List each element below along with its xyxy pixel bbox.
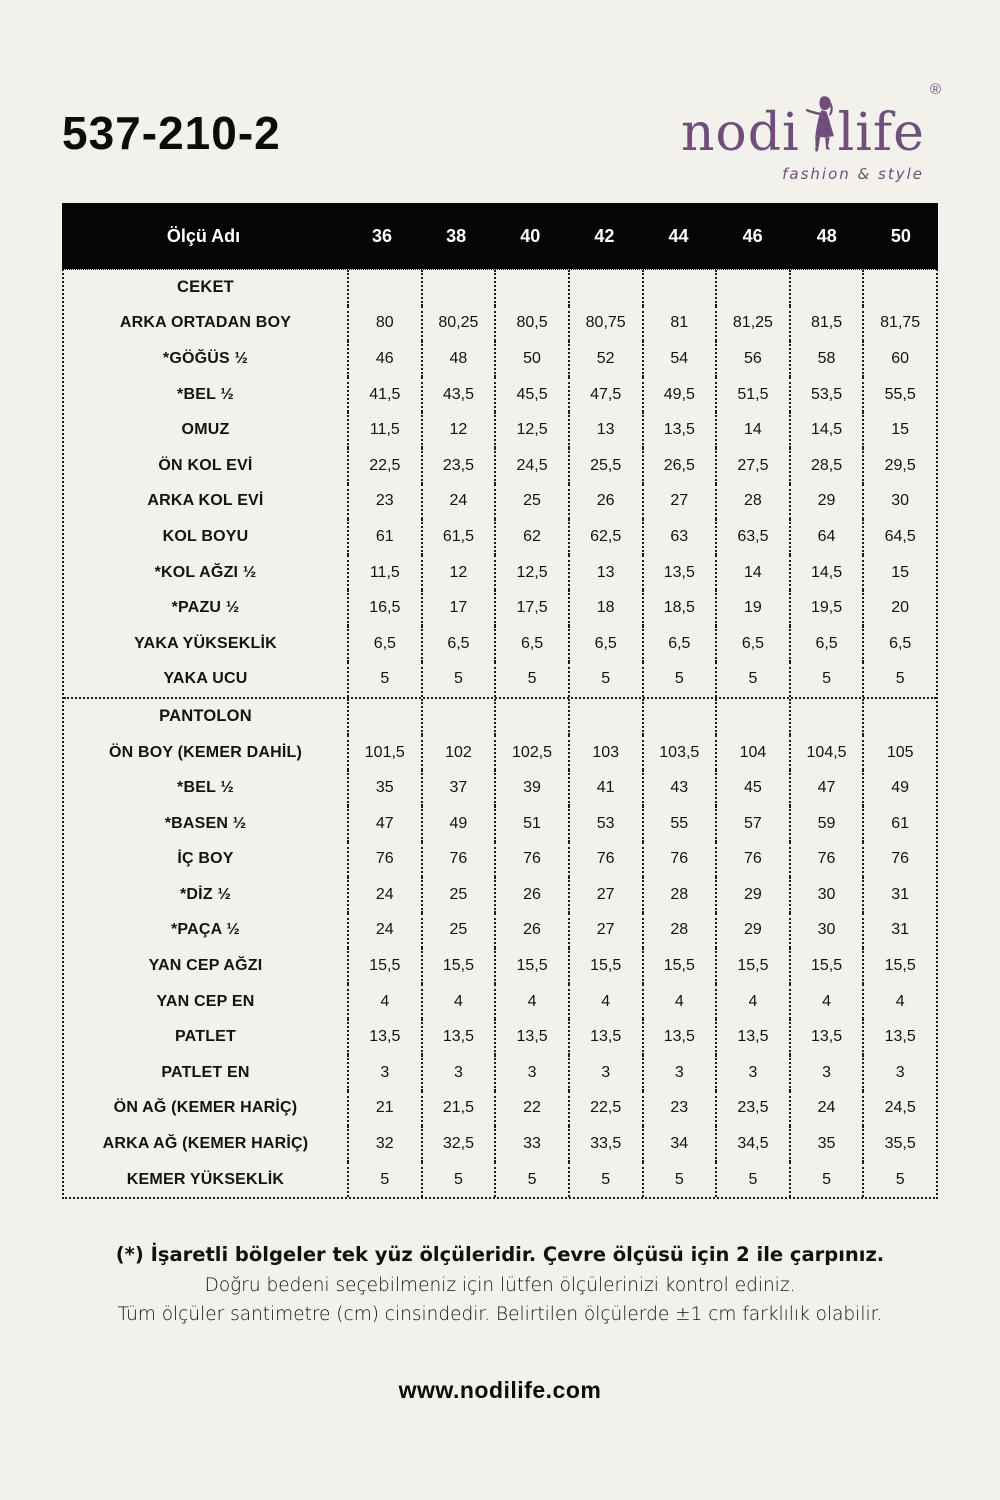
measure-value: 105 — [862, 735, 936, 771]
measure-value: 76 — [642, 842, 716, 878]
measure-value: 45 — [715, 770, 789, 806]
measure-value: 5 — [347, 1162, 421, 1198]
column-header-size-48: 48 — [816, 225, 837, 246]
column-header-measure-name: Ölçü Adı — [166, 225, 241, 246]
measure-value: 51,5 — [715, 377, 789, 413]
measure-value: 3 — [494, 1055, 568, 1091]
measure-value: 3 — [715, 1055, 789, 1091]
measure-value: 33 — [494, 1126, 568, 1162]
measure-value: 4 — [862, 984, 936, 1020]
measure-value: 27 — [642, 484, 716, 520]
measure-value: 13,5 — [347, 1019, 421, 1055]
brand-tagline: fashion & style — [782, 165, 924, 183]
measure-value: 5 — [642, 662, 716, 698]
measure-value: 13,5 — [421, 1019, 495, 1055]
brand-name-part1: nodi — [680, 103, 800, 163]
measure-label: *DİZ ½ — [180, 885, 231, 903]
measure-value: 53,5 — [789, 377, 863, 413]
measure-label: *PAZU ½ — [171, 599, 240, 617]
measure-value: 13,5 — [789, 1019, 863, 1055]
measure-value: 24 — [347, 877, 421, 913]
measure-value: 64 — [789, 519, 863, 555]
measure-value: 12,5 — [494, 412, 568, 448]
section-title-row — [64, 270, 936, 306]
measure-value: 4 — [789, 984, 863, 1020]
measure-value: 76 — [494, 842, 568, 878]
measure-value: 76 — [568, 842, 642, 878]
measure-value: 15,5 — [421, 948, 495, 984]
measure-label: OMUZ — [181, 421, 230, 439]
measure-value: 54 — [642, 341, 716, 377]
measure-value: 15 — [862, 412, 936, 448]
empty-cell — [862, 270, 936, 306]
measure-label: *KOL AĞZI ½ — [154, 563, 257, 581]
measure-value: 61 — [862, 806, 936, 842]
measure-value: 76 — [862, 842, 936, 878]
measure-value: 17 — [421, 590, 495, 626]
measure-value: 6,5 — [568, 626, 642, 662]
measure-value: 25,5 — [568, 448, 642, 484]
measure-value: 35,5 — [862, 1126, 936, 1162]
measure-value: 41 — [568, 770, 642, 806]
measure-value: 3 — [421, 1055, 495, 1091]
measure-label: KEMER YÜKSEKLİK — [126, 1170, 285, 1188]
measure-value: 4 — [421, 984, 495, 1020]
measure-value: 13 — [568, 555, 642, 591]
measure-value: 35 — [347, 770, 421, 806]
measure-value: 5 — [421, 662, 495, 698]
empty-cell — [789, 270, 863, 306]
table-row — [64, 806, 936, 842]
measure-value: 22,5 — [347, 448, 421, 484]
measure-value: 46 — [347, 341, 421, 377]
section-title-row — [64, 699, 936, 735]
measure-value: 12 — [421, 555, 495, 591]
note-cm-tolerance: Tüm ölçüler santimetre (cm) cinsindedir. Belirtilen ölçülerde ±1 cm farklılık olabilir. — [117, 1304, 883, 1326]
measure-value: 49 — [421, 806, 495, 842]
measure-value: 34 — [642, 1126, 716, 1162]
measure-value: 37 — [421, 770, 495, 806]
measure-label: KOL BOYU — [162, 527, 249, 545]
measure-value: 64,5 — [862, 519, 936, 555]
section-title: PANTOLON — [159, 707, 252, 726]
table-row — [64, 877, 936, 913]
measure-value: 104,5 — [789, 735, 863, 771]
measure-label: ÖN BOY (KEMER DAHİL) — [108, 743, 303, 761]
column-header-size-50: 50 — [890, 225, 911, 246]
measure-value: 18 — [568, 590, 642, 626]
measure-value: 61,5 — [421, 519, 495, 555]
measure-value: 103,5 — [642, 735, 716, 771]
measure-value: 26 — [568, 484, 642, 520]
measure-value: 5 — [789, 662, 863, 698]
measure-label: YAKA YÜKSEKLİK — [134, 634, 277, 652]
measure-value: 22,5 — [568, 1091, 642, 1127]
measure-value: 15,5 — [862, 948, 936, 984]
measure-value: 5 — [421, 1162, 495, 1198]
measure-value: 29 — [715, 877, 789, 913]
measure-value: 6,5 — [347, 626, 421, 662]
measure-value: 24 — [421, 484, 495, 520]
table-header-row — [62, 203, 938, 269]
measure-value: 3 — [642, 1055, 716, 1091]
measure-value: 80 — [347, 306, 421, 342]
measure-value: 5 — [494, 1162, 568, 1198]
measure-value: 57 — [715, 806, 789, 842]
measure-value: 23 — [347, 484, 421, 520]
website-url: www.nodilife.com — [398, 1377, 602, 1404]
brand-logo — [680, 81, 941, 183]
measure-label: PATLET EN — [161, 1063, 250, 1081]
column-header-size-46: 46 — [742, 225, 763, 246]
measure-value: 52 — [568, 341, 642, 377]
footer-notes — [0, 1243, 1000, 1325]
measure-value: 103 — [568, 735, 642, 771]
note-asterisk-explanation: (*) İşaretli bölgeler tek yüz ölçüleridir. Çevre ölçüsü için 2 ile çarpınız. — [115, 1243, 885, 1267]
measure-value: 13,5 — [642, 555, 716, 591]
measure-value: 5 — [494, 662, 568, 698]
table-row — [64, 1055, 936, 1091]
measure-label: YAN CEP EN — [156, 992, 255, 1010]
measure-value: 3 — [568, 1055, 642, 1091]
table-row — [64, 1162, 936, 1198]
measure-value: 13,5 — [494, 1019, 568, 1055]
empty-cell — [347, 270, 421, 306]
empty-cell — [347, 699, 421, 735]
column-header-size-40: 40 — [520, 225, 541, 246]
measure-value: 28 — [642, 877, 716, 913]
measure-value: 81,5 — [789, 306, 863, 342]
section-title: CEKET — [177, 278, 234, 297]
measure-value: 15,5 — [715, 948, 789, 984]
measure-value: 60 — [862, 341, 936, 377]
measure-value: 5 — [862, 1162, 936, 1198]
table-row — [64, 1019, 936, 1055]
measure-value: 5 — [347, 662, 421, 698]
measure-value: 6,5 — [421, 626, 495, 662]
measure-value: 81 — [642, 306, 716, 342]
measure-value: 6,5 — [862, 626, 936, 662]
measure-value: 63 — [642, 519, 716, 555]
measure-value: 29 — [715, 913, 789, 949]
empty-cell — [862, 699, 936, 735]
empty-cell — [715, 270, 789, 306]
measure-value: 5 — [642, 1162, 716, 1198]
measure-value: 30 — [789, 913, 863, 949]
size-chart-table — [62, 203, 938, 1199]
measure-value: 14 — [715, 555, 789, 591]
table-row — [64, 519, 936, 555]
measure-value: 43 — [642, 770, 716, 806]
table-row — [64, 984, 936, 1020]
measure-value: 39 — [494, 770, 568, 806]
measure-value: 5 — [715, 662, 789, 698]
measure-value: 3 — [862, 1055, 936, 1091]
measure-value: 50 — [494, 341, 568, 377]
measure-value: 6,5 — [642, 626, 716, 662]
product-code: 537-210-2 — [62, 107, 281, 159]
brand-name-part2: life — [837, 103, 925, 163]
measure-value: 47 — [347, 806, 421, 842]
measure-value: 55 — [642, 806, 716, 842]
measure-value: 15,5 — [568, 948, 642, 984]
measure-label: *BEL ½ — [177, 779, 234, 797]
measure-label: YAN CEP AĞZI — [148, 957, 263, 975]
measure-value: 21 — [347, 1091, 421, 1127]
measure-value: 25 — [421, 913, 495, 949]
measure-value: 23 — [642, 1091, 716, 1127]
measure-value: 76 — [421, 842, 495, 878]
measure-value: 32 — [347, 1126, 421, 1162]
measure-value: 76 — [347, 842, 421, 878]
measure-value: 81,75 — [862, 306, 936, 342]
table-row — [64, 1091, 936, 1127]
measure-value: 49,5 — [642, 377, 716, 413]
measure-value: 62,5 — [568, 519, 642, 555]
measure-value: 47 — [789, 770, 863, 806]
measure-value: 31 — [862, 877, 936, 913]
measure-label: *BEL ½ — [177, 385, 234, 403]
measure-value: 45,5 — [494, 377, 568, 413]
measure-value: 35 — [789, 1126, 863, 1162]
measure-value: 76 — [789, 842, 863, 878]
table-row — [64, 626, 936, 662]
measure-value: 15 — [862, 555, 936, 591]
empty-cell — [642, 699, 716, 735]
measure-value: 34,5 — [715, 1126, 789, 1162]
measure-label: PATLET — [174, 1028, 237, 1046]
measure-value: 81,25 — [715, 306, 789, 342]
measure-value: 26 — [494, 877, 568, 913]
column-header-size-44: 44 — [668, 225, 689, 246]
table-row — [64, 590, 936, 626]
table-row — [64, 306, 936, 342]
measure-value: 56 — [715, 341, 789, 377]
measure-value: 62 — [494, 519, 568, 555]
measure-value: 13 — [568, 412, 642, 448]
table-row — [64, 735, 936, 771]
measure-value: 61 — [347, 519, 421, 555]
table-row — [64, 770, 936, 806]
measure-label: İÇ BOY — [177, 850, 234, 868]
measure-value: 58 — [789, 341, 863, 377]
measure-value: 4 — [642, 984, 716, 1020]
table-row — [64, 555, 936, 591]
measure-value: 15,5 — [347, 948, 421, 984]
measure-value: 11,5 — [347, 412, 421, 448]
measure-value: 19,5 — [789, 590, 863, 626]
measure-value: 27,5 — [715, 448, 789, 484]
measure-value: 27 — [568, 913, 642, 949]
woman-silhouette-icon — [800, 94, 838, 165]
measure-value: 5 — [862, 662, 936, 698]
table-row — [64, 377, 936, 413]
measure-value: 4 — [715, 984, 789, 1020]
measure-value: 23,5 — [421, 448, 495, 484]
measure-value: 32,5 — [421, 1126, 495, 1162]
measure-value: 13,5 — [642, 1019, 716, 1055]
measure-value: 13,5 — [642, 412, 716, 448]
column-header-size-36: 36 — [372, 225, 393, 246]
measure-value: 6,5 — [715, 626, 789, 662]
measure-value: 48 — [421, 341, 495, 377]
table-row — [64, 913, 936, 949]
brand-logotype — [680, 81, 941, 163]
measure-value: 101,5 — [347, 735, 421, 771]
measure-value: 23,5 — [715, 1091, 789, 1127]
measure-value: 24,5 — [494, 448, 568, 484]
table-row — [64, 341, 936, 377]
table-row — [64, 448, 936, 484]
measure-value: 22 — [494, 1091, 568, 1127]
measure-value: 80,5 — [494, 306, 568, 342]
measure-value: 12 — [421, 412, 495, 448]
measure-value: 20 — [862, 590, 936, 626]
measure-value: 4 — [494, 984, 568, 1020]
measure-label: ARKA ORTADAN BOY — [119, 314, 292, 332]
measure-value: 25 — [494, 484, 568, 520]
measure-value: 24 — [789, 1091, 863, 1127]
measure-value: 30 — [789, 877, 863, 913]
table-row — [64, 948, 936, 984]
column-header-size-42: 42 — [594, 225, 615, 246]
measure-value: 80,25 — [421, 306, 495, 342]
measure-value: 5 — [568, 662, 642, 698]
measure-value: 11,5 — [347, 555, 421, 591]
measure-label: *GÖĞÜS ½ — [162, 349, 249, 367]
measure-value: 59 — [789, 806, 863, 842]
measure-value: 13,5 — [715, 1019, 789, 1055]
measure-value: 102,5 — [494, 735, 568, 771]
measure-value: 4 — [568, 984, 642, 1020]
measure-value: 12,5 — [494, 555, 568, 591]
measure-value: 33,5 — [568, 1126, 642, 1162]
measure-value: 4 — [347, 984, 421, 1020]
measure-value: 15,5 — [789, 948, 863, 984]
table-section-pantolon — [64, 697, 936, 1197]
empty-cell — [421, 699, 495, 735]
measure-value: 3 — [789, 1055, 863, 1091]
measure-value: 5 — [715, 1162, 789, 1198]
measure-value: 31 — [862, 913, 936, 949]
measure-value: 3 — [347, 1055, 421, 1091]
empty-cell — [494, 699, 568, 735]
measure-value: 53 — [568, 806, 642, 842]
measure-value: 29 — [789, 484, 863, 520]
measure-value: 80,75 — [568, 306, 642, 342]
measure-value: 28 — [715, 484, 789, 520]
measure-value: 63,5 — [715, 519, 789, 555]
measure-value: 14 — [715, 412, 789, 448]
measure-value: 102 — [421, 735, 495, 771]
measure-value: 43,5 — [421, 377, 495, 413]
measure-value: 28 — [642, 913, 716, 949]
measure-label: YAKA UCU — [163, 670, 248, 688]
table-row — [64, 484, 936, 520]
measure-value: 28,5 — [789, 448, 863, 484]
measure-value: 15,5 — [494, 948, 568, 984]
measure-value: 13,5 — [862, 1019, 936, 1055]
measure-label: *BASEN ½ — [164, 814, 247, 832]
measure-label: ÖN KOL EVİ — [158, 456, 253, 474]
note-check-measurements: Doğru bedeni seçebilmeniz için lütfen ölçülerinizi kontrol ediniz. — [204, 1275, 796, 1297]
measure-label: *PAÇA ½ — [171, 921, 240, 939]
measure-label: ARKA KOL EVİ — [147, 492, 264, 510]
measure-value: 76 — [715, 842, 789, 878]
measure-value: 5 — [789, 1162, 863, 1198]
measure-label: ARKA AĞ (KEMER HARİÇ) — [102, 1135, 309, 1153]
measure-value: 55,5 — [862, 377, 936, 413]
measure-value: 21,5 — [421, 1091, 495, 1127]
measure-value: 25 — [421, 877, 495, 913]
measure-value: 51 — [494, 806, 568, 842]
empty-cell — [568, 270, 642, 306]
measure-value: 14,5 — [789, 555, 863, 591]
measure-value: 5 — [568, 1162, 642, 1198]
measure-value: 16,5 — [347, 590, 421, 626]
measure-value: 24 — [347, 913, 421, 949]
measure-value: 15,5 — [642, 948, 716, 984]
empty-cell — [715, 699, 789, 735]
empty-cell — [421, 270, 495, 306]
measure-value: 6,5 — [789, 626, 863, 662]
empty-cell — [568, 699, 642, 735]
table-body — [62, 269, 938, 1199]
measure-value: 29,5 — [862, 448, 936, 484]
table-row — [64, 412, 936, 448]
table-row — [64, 842, 936, 878]
measure-value: 26 — [494, 913, 568, 949]
measure-value: 14,5 — [789, 412, 863, 448]
measure-value: 24,5 — [862, 1091, 936, 1127]
measure-label: ÖN AĞ (KEMER HARİÇ) — [113, 1099, 298, 1117]
table-section-ceket — [64, 270, 936, 697]
measure-value: 30 — [862, 484, 936, 520]
empty-cell — [789, 699, 863, 735]
measure-value: 47,5 — [568, 377, 642, 413]
measure-value: 18,5 — [642, 590, 716, 626]
registered-trademark-symbol: ® — [929, 81, 941, 98]
measure-value: 104 — [715, 735, 789, 771]
measure-value: 13,5 — [568, 1019, 642, 1055]
measure-value: 41,5 — [347, 377, 421, 413]
measure-value: 49 — [862, 770, 936, 806]
empty-cell — [494, 270, 568, 306]
measure-value: 6,5 — [494, 626, 568, 662]
measure-value: 27 — [568, 877, 642, 913]
measure-value: 17,5 — [494, 590, 568, 626]
page-header — [0, 0, 1000, 183]
table-row — [64, 1126, 936, 1162]
measure-value: 19 — [715, 590, 789, 626]
column-header-size-38: 38 — [446, 225, 467, 246]
measure-value: 26,5 — [642, 448, 716, 484]
table-row — [64, 662, 936, 698]
empty-cell — [642, 270, 716, 306]
